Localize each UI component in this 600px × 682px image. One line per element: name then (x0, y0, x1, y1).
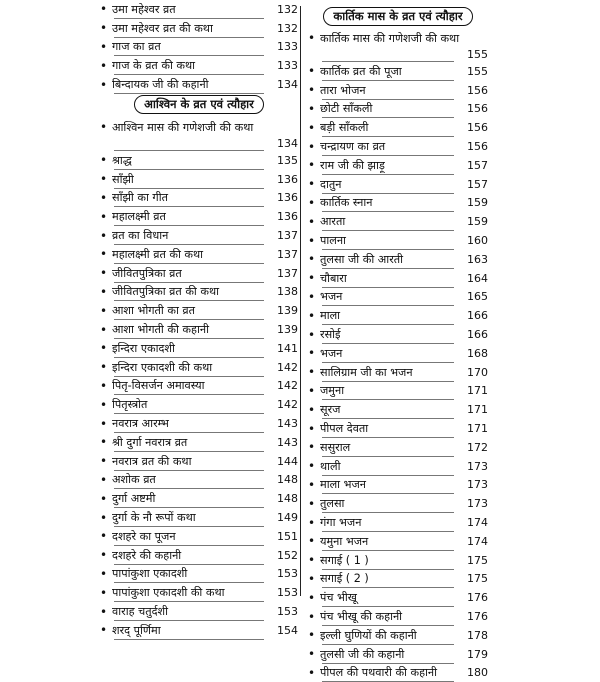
bullet-icon: • (100, 40, 112, 54)
bullet-icon: • (308, 422, 320, 436)
entry-title: दुर्गा अष्टमी (112, 491, 275, 506)
bullet-icon: • (308, 64, 320, 78)
bullet-icon: • (308, 234, 320, 248)
section-header-label: आश्विन के व्रत एवं त्यौहार (134, 95, 264, 114)
bullet-icon: • (100, 341, 112, 355)
bullet-icon: • (100, 323, 112, 337)
entry-title: आशा भोगती की कहानी (112, 322, 275, 337)
entry-title: पंच भीखू (320, 590, 465, 605)
page-number: 133 (275, 40, 298, 53)
section-header-label: कार्तिक मास के व्रत एवं त्यौहार (323, 7, 472, 26)
entry-title: सगाई ( 1 ) (320, 553, 465, 568)
list-item (100, 377, 298, 396)
entry-title: व्रत का विधान (112, 228, 275, 243)
page-number: 166 (465, 328, 488, 341)
list-item (100, 339, 298, 358)
bullet-icon: • (100, 398, 112, 412)
page-number: 152 (275, 549, 298, 562)
entry-title: बड़ी साँकली (320, 120, 465, 135)
page-number: 164 (465, 272, 488, 285)
entry-title: अशोक व्रत (112, 472, 275, 487)
bullet-icon: • (100, 266, 112, 280)
list-item (308, 532, 488, 551)
bullet-icon: • (100, 548, 112, 562)
list-item (308, 382, 488, 401)
page-number: 179 (465, 648, 488, 661)
list-item (100, 414, 298, 433)
entry-title: आश्विन मास की गणेशजी की कथा (112, 120, 275, 136)
list-item (308, 306, 488, 325)
entry-title: दशहरे का पूजन (112, 529, 275, 544)
list-item (308, 118, 488, 137)
bullet-icon: • (100, 586, 112, 600)
bullet-icon: • (100, 153, 112, 167)
list-item (308, 607, 488, 626)
page-number: 159 (465, 196, 488, 209)
page-number: 163 (465, 253, 488, 266)
page-number: 176 (465, 610, 488, 623)
entry-title: तारा भोजन (320, 83, 465, 98)
page-number: 178 (465, 629, 488, 642)
bullet-icon: • (308, 666, 320, 680)
bullet-icon: • (100, 492, 112, 506)
list-item (100, 301, 298, 320)
page-number: 136 (275, 191, 298, 204)
page-number: 148 (275, 492, 298, 505)
entry-title: गंगा भजन (320, 515, 465, 530)
bullet-icon: • (308, 591, 320, 605)
entry-title: तुलसी जी की कहानी (320, 647, 465, 662)
list-item (100, 207, 298, 226)
page-number: 142 (275, 361, 298, 374)
bullet-icon: • (100, 304, 112, 318)
entry-title: चन्द्रायण का व्रत (320, 139, 465, 154)
list-item (100, 75, 298, 94)
page-number: 138 (275, 285, 298, 298)
page-number: 166 (465, 309, 488, 322)
column-divider (300, 6, 301, 596)
page-number: 157 (465, 159, 488, 172)
bullet-icon: • (100, 285, 112, 299)
ashwin-list (100, 118, 298, 640)
entry-title: दातुन (320, 177, 465, 192)
page-number: 171 (465, 422, 488, 435)
page-number: 139 (275, 323, 298, 336)
list-item (308, 494, 488, 513)
entry-title: पीपल की पथवारी की कहानी (320, 665, 465, 680)
list-item (308, 438, 488, 457)
list-item (100, 395, 298, 414)
entry-title: दुर्गा के नौ रूपों कथा (112, 510, 275, 525)
entry-title: पालना (320, 233, 465, 248)
list-item (100, 320, 298, 339)
entry-title: तुलसा (320, 496, 465, 511)
list-item (100, 602, 298, 621)
entry-title: रसोई (320, 327, 465, 342)
bullet-icon: • (308, 459, 320, 473)
page-number: 154 (275, 624, 298, 637)
list-item (308, 269, 488, 288)
entry-title: श्री दुर्गा नवरात्र व्रत (112, 435, 275, 450)
list-item (100, 452, 298, 471)
bullet-icon: • (100, 210, 112, 224)
page-number: 153 (275, 605, 298, 618)
list-item (308, 457, 488, 476)
page-number: 133 (275, 59, 298, 72)
entry-title: चौबारा (320, 271, 465, 286)
list-item (308, 325, 488, 344)
list-item (308, 626, 488, 645)
list-item (100, 583, 298, 602)
list-item (308, 212, 488, 231)
page-number: 143 (275, 436, 298, 449)
list-item (308, 664, 488, 682)
bullet-icon: • (308, 384, 320, 398)
bullet-icon: • (308, 628, 320, 642)
entry-title: उमा महेश्वर व्रत की कथा (112, 21, 275, 36)
bullet-icon: • (100, 191, 112, 205)
bullet-icon: • (308, 647, 320, 661)
list-item (100, 38, 298, 57)
page-number: 151 (275, 530, 298, 543)
bullet-icon: • (100, 78, 112, 92)
entry-title: पंच भीखू की कहानी (320, 609, 465, 624)
bullet-icon: • (308, 83, 320, 97)
page-number: 173 (465, 478, 488, 491)
page-number: 132 (275, 22, 298, 35)
list-item (308, 344, 488, 363)
page-number: 156 (465, 121, 488, 134)
page-number: 137 (275, 229, 298, 242)
bullet-icon: • (100, 2, 112, 16)
entry-title: ससुराल (320, 440, 465, 455)
bullet-icon: • (308, 252, 320, 266)
bullet-icon: • (308, 572, 320, 586)
bullet-icon: • (308, 271, 320, 285)
list-item (100, 170, 298, 189)
kartik-list (308, 29, 488, 682)
entry-title: नवरात्र आरम्भ (112, 416, 275, 431)
entry-title: पापांकुशा एकादशी की कथा (112, 585, 275, 600)
page-number: 168 (465, 347, 488, 360)
list-item (308, 62, 488, 81)
entry-title: राम जी की झाड़ू (320, 158, 465, 173)
bullet-icon: • (308, 121, 320, 135)
page-number: 180 (465, 666, 488, 679)
list-item (100, 56, 298, 75)
list-item (308, 137, 488, 156)
bullet-icon: • (308, 516, 320, 530)
entry-title: साँझी का गीत (112, 190, 275, 205)
bullet-icon: • (308, 290, 320, 304)
bullet-icon: • (100, 360, 112, 374)
page-number: 160 (465, 234, 488, 247)
list-item (308, 100, 488, 119)
bullet-icon: • (100, 473, 112, 487)
bullet-icon: • (100, 379, 112, 393)
entry-title: भजन (320, 289, 465, 304)
entry-title: श्राद्ध (112, 153, 275, 168)
entry-title: कार्तिक स्नान (320, 195, 465, 210)
list-item (308, 588, 488, 607)
list-item (308, 156, 488, 175)
entry-title: कार्तिक मास की गणेशजी की कथा (320, 31, 465, 47)
page-number: 144 (275, 455, 298, 468)
right-column (308, 0, 488, 682)
list-item (308, 288, 488, 307)
list-item (308, 250, 488, 269)
list-item (308, 363, 488, 382)
entry-title: सगाई ( 2 ) (320, 571, 465, 586)
list-item (308, 476, 488, 495)
bullet-icon: • (100, 120, 112, 134)
page-number: 137 (275, 248, 298, 261)
page-number: 142 (275, 379, 298, 392)
entry-title: वाराह चतुर्दशी (112, 604, 275, 619)
entry-title: नवरात्र व्रत की कथा (112, 454, 275, 469)
bullet-icon: • (308, 403, 320, 417)
entry-title: उमा महेश्वर व्रत (112, 2, 275, 17)
entry-title: दशहरे की कहानी (112, 548, 275, 563)
bullet-icon: • (100, 435, 112, 449)
list-item (308, 513, 488, 532)
page-number: 156 (465, 140, 488, 153)
entry-title: जमुना (320, 383, 465, 398)
page-number: 165 (465, 290, 488, 303)
bullet-icon: • (100, 454, 112, 468)
page-number: 134 (275, 78, 298, 91)
entry-title: बिन्दायक जी की कहानी (112, 77, 275, 92)
page-number: 134 (275, 137, 298, 151)
page-number: 174 (465, 516, 488, 529)
bullet-icon: • (308, 309, 320, 323)
entry-title: थाली (320, 459, 465, 474)
list-item (100, 245, 298, 264)
page-number: 171 (465, 403, 488, 416)
list-item (100, 508, 298, 527)
list-item (100, 433, 298, 452)
entry-title: पितृ-विसर्जन अमावस्या (112, 378, 275, 393)
entry-title: साँझी (112, 172, 275, 187)
entry-title: सूरज (320, 402, 465, 417)
list-item (100, 471, 298, 490)
entry-title: माला भजन (320, 477, 465, 492)
entry-title: आशा भोगती का व्रत (112, 303, 275, 318)
list-item (308, 29, 488, 62)
page-number: 173 (465, 460, 488, 473)
section-header-kartik (308, 6, 488, 26)
bullet-icon: • (308, 478, 320, 492)
list-item (100, 19, 298, 38)
list-item (100, 358, 298, 377)
entry-title: सालिग्राम जी का भजन (320, 365, 465, 380)
bullet-icon: • (100, 623, 112, 637)
entry-title: इन्दिरा एकादशी (112, 341, 275, 356)
page-number: 172 (465, 441, 488, 454)
list-item (308, 551, 488, 570)
entry-title: पापांकुशा एकादशी (112, 566, 275, 581)
list-item (100, 0, 298, 19)
bullet-icon: • (308, 610, 320, 624)
page-number: 148 (275, 473, 298, 486)
entry-title: गाज के व्रत की कथा (112, 58, 275, 73)
bullet-icon: • (100, 605, 112, 619)
entry-title: इल्ली घुणियों की कहानी (320, 628, 465, 643)
bullet-icon: • (308, 215, 320, 229)
list-item (308, 194, 488, 213)
bullet-icon: • (100, 172, 112, 186)
page-number: 171 (465, 384, 488, 397)
page-number: 136 (275, 210, 298, 223)
list-item (308, 175, 488, 194)
entry-title: छोटी साँकली (320, 101, 465, 116)
entry-title: तुलसा जी की आरती (320, 252, 465, 267)
bullet-icon: • (100, 511, 112, 525)
list-item (308, 400, 488, 419)
list-item (308, 231, 488, 250)
list-item (100, 621, 298, 640)
bullet-icon: • (100, 417, 112, 431)
entry-title: पीपल देवता (320, 421, 465, 436)
section-header-ashwin (100, 95, 298, 115)
page-number: 137 (275, 267, 298, 280)
bullet-icon: • (308, 346, 320, 360)
bullet-icon: • (308, 553, 320, 567)
page-number: 143 (275, 417, 298, 430)
entry-title: इन्दिरा एकादशी की कथा (112, 360, 275, 375)
page-number: 173 (465, 497, 488, 510)
page-number: 155 (465, 48, 488, 62)
entry-title: माला (320, 308, 465, 323)
bullet-icon: • (100, 229, 112, 243)
list-item (100, 226, 298, 245)
list-item (100, 565, 298, 584)
page-number: 175 (465, 554, 488, 567)
list-item (308, 570, 488, 589)
page-number: 139 (275, 304, 298, 317)
entry-title: जीवितपुत्रिका व्रत की कथा (112, 284, 275, 299)
page-number: 170 (465, 366, 488, 379)
page-number: 149 (275, 511, 298, 524)
list-item (308, 419, 488, 438)
entry-title: भजन (320, 346, 465, 361)
entry-title: महालक्ष्मी व्रत की कथा (112, 247, 275, 262)
page-number: 159 (465, 215, 488, 228)
bullet-icon: • (308, 534, 320, 548)
page-number: 157 (465, 178, 488, 191)
bullet-icon: • (308, 102, 320, 116)
bullet-icon: • (100, 21, 112, 35)
page-number: 175 (465, 572, 488, 585)
list-item (100, 546, 298, 565)
left-column (100, 0, 298, 640)
bullet-icon: • (100, 567, 112, 581)
entry-title: पितृस्त्रोत (112, 397, 275, 412)
list-item (100, 151, 298, 170)
page-number: 153 (275, 567, 298, 580)
bullet-icon: • (100, 247, 112, 261)
page-number: 174 (465, 535, 488, 548)
page-number: 141 (275, 342, 298, 355)
bullet-icon: • (308, 497, 320, 511)
page-number: 156 (465, 84, 488, 97)
page-number: 132 (275, 3, 298, 16)
list-item (100, 189, 298, 208)
list-item (100, 283, 298, 302)
entry-title: कार्तिक व्रत की पूजा (320, 64, 465, 79)
entry-title: आरता (320, 214, 465, 229)
bullet-icon: • (100, 59, 112, 73)
page-number: 156 (465, 102, 488, 115)
page-number: 136 (275, 173, 298, 186)
bullet-icon: • (308, 177, 320, 191)
page-number: 176 (465, 591, 488, 604)
bullet-icon: • (308, 196, 320, 210)
entry-title: महालक्ष्मी व्रत (112, 209, 275, 224)
bullet-icon: • (308, 440, 320, 454)
list-item (100, 489, 298, 508)
list-item (100, 118, 298, 151)
entry-title: गाज का व्रत (112, 39, 275, 54)
page-number: 155 (465, 65, 488, 78)
entry-title: जीवितपुत्रिका व्रत (112, 266, 275, 281)
page-number: 135 (275, 154, 298, 167)
bullet-icon: • (308, 140, 320, 154)
list-item (308, 645, 488, 664)
list-item (100, 264, 298, 283)
bullet-icon: • (308, 31, 320, 45)
left-top-list (100, 0, 298, 94)
page-number: 153 (275, 586, 298, 599)
bullet-icon: • (308, 365, 320, 379)
bullet-icon: • (308, 158, 320, 172)
bullet-icon: • (100, 529, 112, 543)
entry-title: शरद् पूर्णिमा (112, 623, 275, 638)
list-item (308, 81, 488, 100)
entry-title: यमुना भजन (320, 534, 465, 549)
bullet-icon: • (308, 328, 320, 342)
page-number: 142 (275, 398, 298, 411)
list-item (100, 527, 298, 546)
